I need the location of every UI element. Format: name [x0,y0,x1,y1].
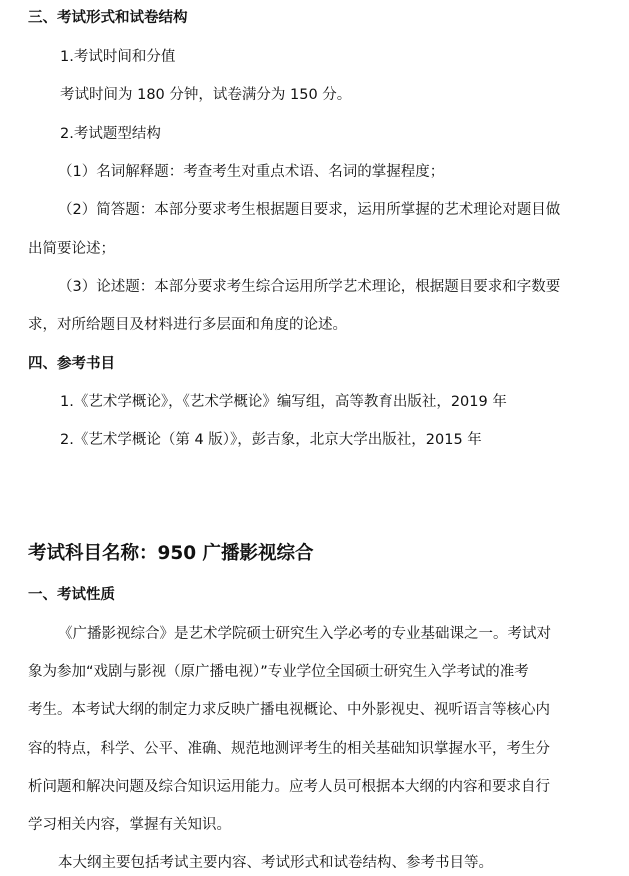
subject-section-1-heading: 一、考试性质 [28,587,115,603]
question-structure-title: 2.考试题型结构 [60,126,161,142]
question-type-2-line-2: 出简要论述； [28,241,115,257]
nature-paragraph-line-5: 析问题和解决问题及综合知识运用能力。应考人员可根据本大纲的内容和要求自行 [28,779,550,795]
exam-time-title: 1.考试时间和分值 [60,49,176,65]
question-type-3-line-2: 求，对所给题目及材料进行多层面和角度的论述。 [28,317,347,333]
question-type-3-line-1: （3）论述题：本部分要求考生综合运用所学艺术理论，根据题目要求和字数要 [58,279,561,295]
nature-paragraph-line-6: 学习相关内容，掌握有关知识。 [28,817,231,833]
reference-book-2: 2.《艺术学概论（第 4 版）》，彭吉象，北京大学出版社，2015 年 [60,432,482,448]
section-3-heading: 三、考试形式和试卷结构 [28,10,188,26]
nature-paragraph-line-3: 考生。本考试大纲的制定力求反映广播电视概论、中外影视史、视听语言等核心内 [28,702,550,718]
question-type-2-line-1: （2）简答题：本部分要求考生根据题目要求，运用所掌握的艺术理论对题目做 [58,202,561,218]
nature-paragraph-line-2: 象为参加“戏剧与影视（原广播电视）”专业学位全国硕士研究生入学考试的准考 [28,664,529,680]
nature-paragraph-line-1: 《广播影视综合》是艺术学院硕士研究生入学必考的专业基础课之一。考试对 [58,626,551,642]
section-4-heading: 四、参考书目 [28,356,115,372]
nature-paragraph-line-4: 容的特点，科学、公平、准确、规范地测评考生的相关基础知识掌握水平，考生分 [28,741,550,757]
reference-book-1: 1.《艺术学概论》，《艺术学概论》编写组，高等教育出版社，2019 年 [60,394,507,410]
question-type-1: （1）名词解释题：考查考生对重点术语、名词的掌握程度； [58,164,445,180]
outline-summary: 本大纲主要包括考试主要内容、考试形式和试卷结构、参考书目等。 [58,855,493,871]
exam-time-text: 考试时间为 180 分钟，试卷满分为 150 分。 [60,87,352,103]
subject-title: 考试科目名称：950 广播影视综合 [28,543,314,564]
